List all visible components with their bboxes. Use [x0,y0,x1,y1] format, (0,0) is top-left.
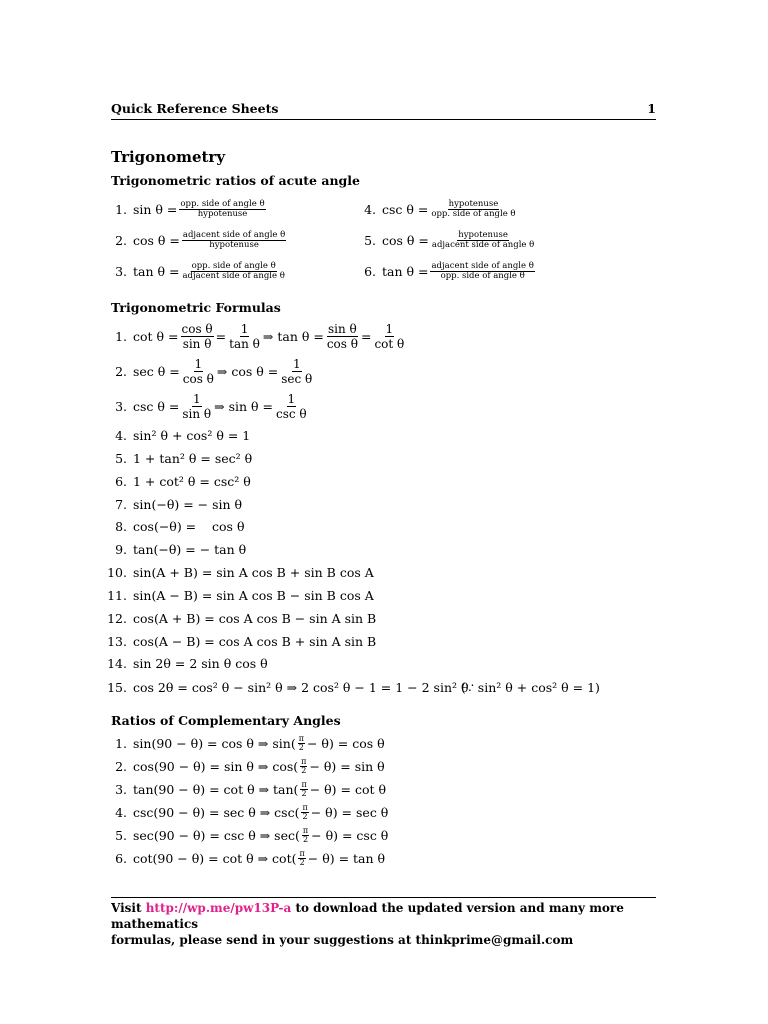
fraction: $\frac{\text{cos θ}}{\text{sin θ}}$ [181,322,213,351]
fraction: $\frac{\pi}{2}$ [302,826,309,844]
fraction: $\frac{1}{\text{sin θ}}$ [182,392,212,421]
acute-item: 2. cos θ = $\frac{\text{adjacent side of angle θ}}{\text{hypotenuse}}$ [115,230,286,250]
formulas-heading: Trigonometric Formulas [111,300,281,315]
fraction: $\frac{\text{adjacent side of angle θ}}{\text{hypotenuse}}$ [182,230,286,250]
page-header [111,101,656,120]
fraction: $\frac{\text{opp. side of angle θ}}{\text{hypotenuse}}$ [180,199,265,219]
complementary-item: 5. sec(90 − θ) = csc θ ⇒ sec( $\frac{\pi}{2}$ − θ) = csc θ [115,826,389,844]
formula-line: 15. cos 2θ = cos² θ − sin² θ ⇒ 2 cos² θ − 1 = 1 − 2 sin² θ [107,680,469,695]
formula-line: 14. sin 2θ = 2 sin θ cos θ [107,656,268,671]
footer-text-2: formulas, please send in your suggestions at thinkprime@gmail.com [111,933,574,947]
complementary-item: 2. cos(90 − θ) = sin θ ⇒ cos( $\frac{\pi}{2}$ − θ) = sin θ [115,757,385,775]
complementary-heading: Ratios of Complementary Angles [111,713,341,728]
formula-line: 12. cos(A + B) = cos A cos B − sin A sin B [107,611,377,626]
fraction: $\frac{\pi}{2}$ [302,803,308,821]
fraction: $\frac{\pi}{2}$ [301,757,307,775]
fraction: $\frac{1}{\text{sec θ}}$ [281,357,313,386]
footer [111,900,656,948]
fraction: $\frac{\text{hypotenuse}}{\text{adjacent side of angle θ}}$ [431,230,535,250]
fraction: $\frac{\text{opp. side of angle θ}}{\text{adjacent side of angle θ}}$ [182,261,285,281]
formula-2: 2. sec θ = $\frac{1}{\text{cos θ}}$ ⇒ cos θ = $\frac{1}{\text{sec θ}}$ [115,357,313,386]
acute-item: 6. tan θ = $\frac{\text{adjacent side of angle θ}}{\text{opp. side of angle θ}}$ [364,261,534,281]
fraction: $\frac{1}{\text{tan θ}}$ [229,322,260,351]
complementary-item: 6. cot(90 − θ) = cot θ ⇒ cot( $\frac{\pi}{2}$ − θ) = tan θ [115,849,386,867]
footer-divider [111,897,656,898]
formula-line: 5. 1 + tan² θ = sec² θ [115,451,253,466]
section-title: Trigonometry [111,148,226,166]
complementary-item: 3. tan(90 − θ) = cot θ ⇒ tan( $\frac{\pi}{2}$ − θ) = cot θ [115,780,387,798]
page-number: 1 [647,101,656,116]
header-title: Quick Reference Sheets [111,101,279,116]
download-link[interactable]: http://wp.me/pw13P-a [145,901,292,915]
fraction: $\frac{1}{\text{cos θ}}$ [182,357,214,386]
fraction: $\frac{\pi}{2}$ [298,734,304,752]
acute-item: 5. cos θ = $\frac{\text{hypotenuse}}{\text{adjacent side of angle θ}}$ [364,230,535,250]
acute-item: 1. sin θ = $\frac{\text{opp. side of angle θ}}{\text{hypotenuse}}$ [115,199,265,219]
fraction: $\frac{\pi}{2}$ [299,849,305,867]
formula-line: 13. cos(A − B) = cos A cos B + sin A sin B [107,634,377,649]
acute-item: 3. tan θ = $\frac{\text{opp. side of angle θ}}{\text{adjacent side of angle θ}}$ [115,261,285,281]
formula-line: 4. sin² θ + cos² θ = 1 [115,428,251,443]
footer-text-1: to download the updated version and many more mathematics [111,901,624,931]
formula-line: 10. sin(A + B) = sin A cos B + sin B cos A [107,565,374,580]
formula-line: 8. cos(−θ) = cos θ [115,519,245,534]
formula-1: 1. cot θ = $\frac{\text{cos θ}}{\text{sin θ}}$ = $\frac{1}{\text{tan θ}}$ ⇒ tan θ = $\frac{\text{sin θ}}{\text{cos θ}}$ = $\frac{1}{\text{cot θ}}$ [115,322,405,351]
fraction: $\frac{\text{sin θ}}{\text{cos θ}}$ [326,322,358,351]
formula-15-note: (∵ sin² θ + cos² θ = 1) [461,680,600,695]
formula-line: 6. 1 + cot² θ = csc² θ [115,474,251,489]
fraction: $\frac{\text{hypotenuse}}{\text{opp. side of angle θ}}$ [431,199,516,219]
fraction: $\frac{\pi}{2}$ [301,780,307,798]
fraction: $\frac{1}{\text{cot θ}}$ [374,322,405,351]
formula-line: 11. sin(A − B) = sin A cos B − sin B cos A [107,588,374,603]
fraction: $\frac{1}{\text{csc θ}}$ [276,392,307,421]
footer-visit: Visit [111,901,146,915]
fraction: $\frac{\text{adjacent side of angle θ}}{\text{opp. side of angle θ}}$ [431,261,534,281]
complementary-item: 4. csc(90 − θ) = sec θ ⇒ csc( $\frac{\pi}{2}$ − θ) = sec θ [115,803,389,821]
formula-line: 9. tan(−θ) = − tan θ [115,542,247,557]
acute-item: 4. csc θ = $\frac{\text{hypotenuse}}{\text{opp. side of angle θ}}$ [364,199,516,219]
acute-heading: Trigonometric ratios of acute angle [111,173,360,188]
complementary-item: 1. sin(90 − θ) = cos θ ⇒ sin( $\frac{\pi}{2}$ − θ) = cos θ [115,734,385,752]
formula-line: 7. sin(−θ) = − sin θ [115,497,243,512]
formula-3: 3. csc θ = $\frac{1}{\text{sin θ}}$ ⇒ sin θ = $\frac{1}{\text{csc θ}}$ [115,392,307,421]
